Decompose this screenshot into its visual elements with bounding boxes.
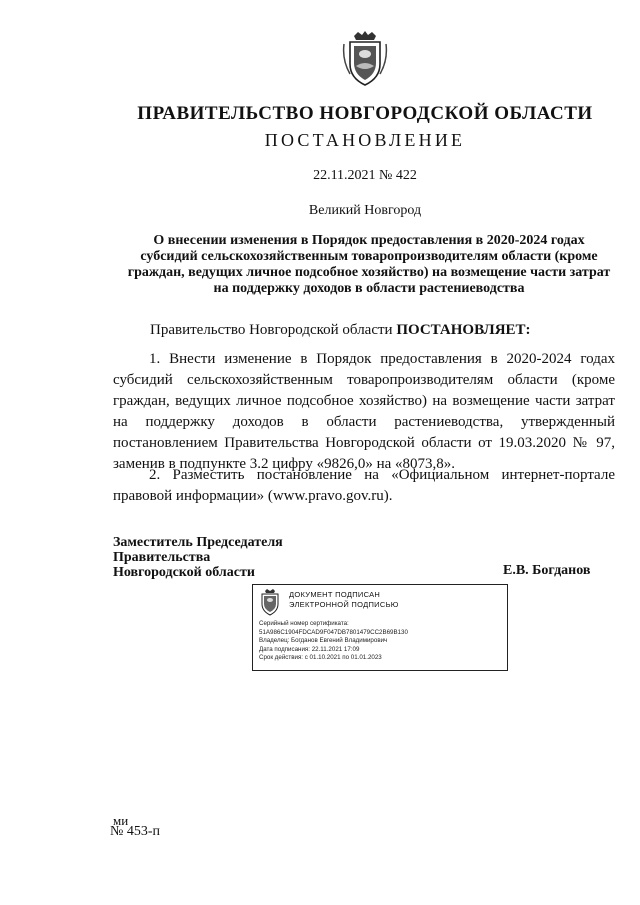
stamp-heading-line: ДОКУМЕНТ ПОДПИСАН	[289, 590, 381, 599]
electronic-signature-stamp	[252, 584, 508, 671]
government-title: ПРАВИТЕЛЬСТВО НОВГОРОДСКОЙ ОБЛАСТИ	[137, 103, 593, 124]
signatory-name: Е.В. Богданов	[503, 563, 591, 578]
preamble-verb: ПОСТАНОВЛЯЕТ:	[396, 322, 531, 338]
paragraph-1: 1. Внести изменение в Порядок предоставления в 2020-2024 годах субсидий сельскохозяйственным товаропроизводителям области (кроме граждан, ведущих личное подсобное хозяйство) на возмещение части затрат на поддержку доходов в области растениеводства, утвержденный постановлением Правительства Новгородской области от 19.03.2020 № 97, заменив в подпункте 3.2 цифру «9826,0» на «8073,8».	[113, 351, 615, 472]
stamp-details	[259, 620, 408, 663]
date-and-number: 22.11.2021 № 422	[313, 168, 417, 183]
novgorod-coat-of-arms-icon	[259, 588, 281, 616]
cert-number: 51A986C1904FDCAD9F047DB7801479CC2B69B130	[259, 628, 408, 636]
preamble-text: Правительство Новгородской области	[150, 322, 393, 338]
stamp-heading	[289, 590, 399, 610]
signatory-role	[113, 535, 283, 580]
stamp-heading-line: ЭЛЕКТРОННОЙ ПОДПИСЬЮ	[289, 600, 399, 609]
signed-date: Дата подписания: 22.11.2021 17:09	[259, 645, 360, 653]
cert-validity: Срок действия: с 01.10.2021 по 01.01.2023	[259, 654, 382, 662]
executor-code: ми	[113, 813, 129, 828]
signatory-role-line: Заместитель Председателя	[113, 535, 283, 550]
document-subject: О внесении изменения в Порядок предоставления в 2020-2024 годах субсидий сельскохозяйственным товаропроизводителям области (кроме граждан, ведущих личное подсобное хозяйство) на возмещение части затрат на поддержку доходов в области растениеводства	[127, 233, 611, 296]
cert-owner: Владелец: Богданов Евгений Владимирович	[259, 637, 388, 645]
registration-number: № 453-п	[110, 824, 161, 839]
cert-label: Серийный номер сертификата:	[259, 620, 349, 627]
paragraph-2: 2. Разместить постановление на «Официальном интернет-портале правовой информации» (www.pravo.gov.ru).	[113, 467, 615, 504]
document-type: ПОСТАНОВЛЕНИЕ	[264, 130, 466, 150]
preamble	[150, 322, 531, 339]
signatory-role-line: Правительства	[113, 550, 211, 565]
novgorod-coat-of-arms-icon	[342, 30, 388, 88]
city: Великий Новгород	[308, 203, 422, 218]
signatory-role-line: Новгородской области	[113, 565, 255, 580]
